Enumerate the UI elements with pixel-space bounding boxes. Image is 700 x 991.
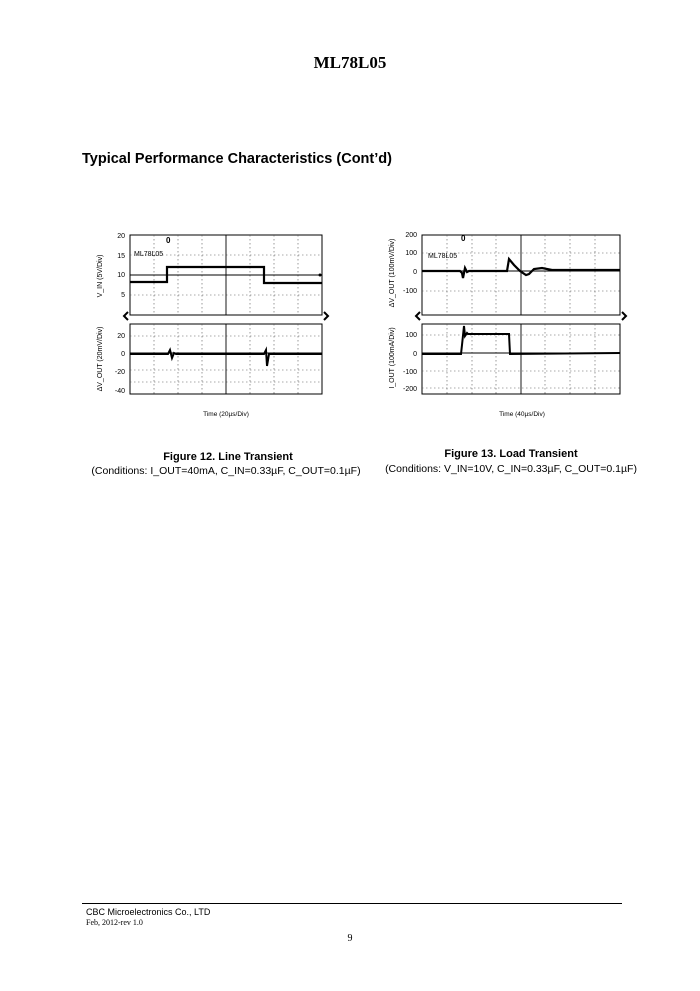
figure-12-conditions: (Conditions: I_OUT=40mA, C_IN=0.33µF, C_OUT=0.1µF) <box>91 465 361 477</box>
bottom-tick: -20 <box>114 369 125 376</box>
top-tick: -100 <box>402 288 417 295</box>
bottom-tick: 20 <box>117 333 125 340</box>
top-tick: 200 <box>405 232 417 239</box>
top-tick: 15 <box>117 253 125 260</box>
top-tick: 100 <box>405 250 417 257</box>
top-tick: 20 <box>117 233 125 240</box>
scope-label: ML78L05 <box>134 251 164 258</box>
svg-text:0: 0 <box>166 236 171 245</box>
page-header-part-number: ML78L05 <box>313 53 387 72</box>
figure-13-title: Figure 13. Load Transient <box>444 448 578 460</box>
bottom-y-axis-label: I_OUT (100mA/Div) <box>389 327 396 389</box>
svg-text:0: 0 <box>461 234 466 243</box>
bottom-tick: -100 <box>402 369 417 376</box>
x-axis-label: Time (40µs/Div) <box>499 411 545 418</box>
figure-12-title: Figure 12. Line Transient <box>163 451 293 463</box>
figure-13-scope-graphic <box>372 228 632 428</box>
footer-company: CBC Microelectronics Co., LTD <box>86 907 211 917</box>
figure-12-scope <box>92 228 342 428</box>
top-tick: 0 <box>413 269 417 276</box>
bottom-tick: -200 <box>402 386 417 393</box>
scope-label: ML78L05 <box>428 253 458 260</box>
top-tick: 10 <box>117 272 125 279</box>
figure-13-scope <box>372 228 632 428</box>
bottom-tick: 0 <box>121 351 125 358</box>
x-axis-label: Time (20µs/Div) <box>203 411 249 418</box>
top-tick: 5 <box>121 292 125 299</box>
figure-13-conditions: (Conditions: V_IN=10V, C_IN=0.33µF, C_OUT=0.1µF) <box>385 463 637 475</box>
bottom-y-axis-label: ΔV_OUT (20mV/Div) <box>97 326 104 392</box>
footer-divider <box>82 903 622 904</box>
bottom-tick: 0 <box>413 351 417 358</box>
section-title: Typical Performance Characteristics (Cont’d) <box>82 151 392 167</box>
figure-12-scope-graphic <box>92 228 342 428</box>
top-y-axis-label: V_IN (5V/Div) <box>97 254 104 298</box>
footer-date: Feb, 2012-rev 1.0 <box>86 918 143 927</box>
bottom-tick: -40 <box>114 388 125 395</box>
page-number: 9 <box>347 933 353 944</box>
bottom-tick: 100 <box>405 332 417 339</box>
top-y-axis-label: ΔV_OUT (100mV/Div) <box>389 238 396 308</box>
